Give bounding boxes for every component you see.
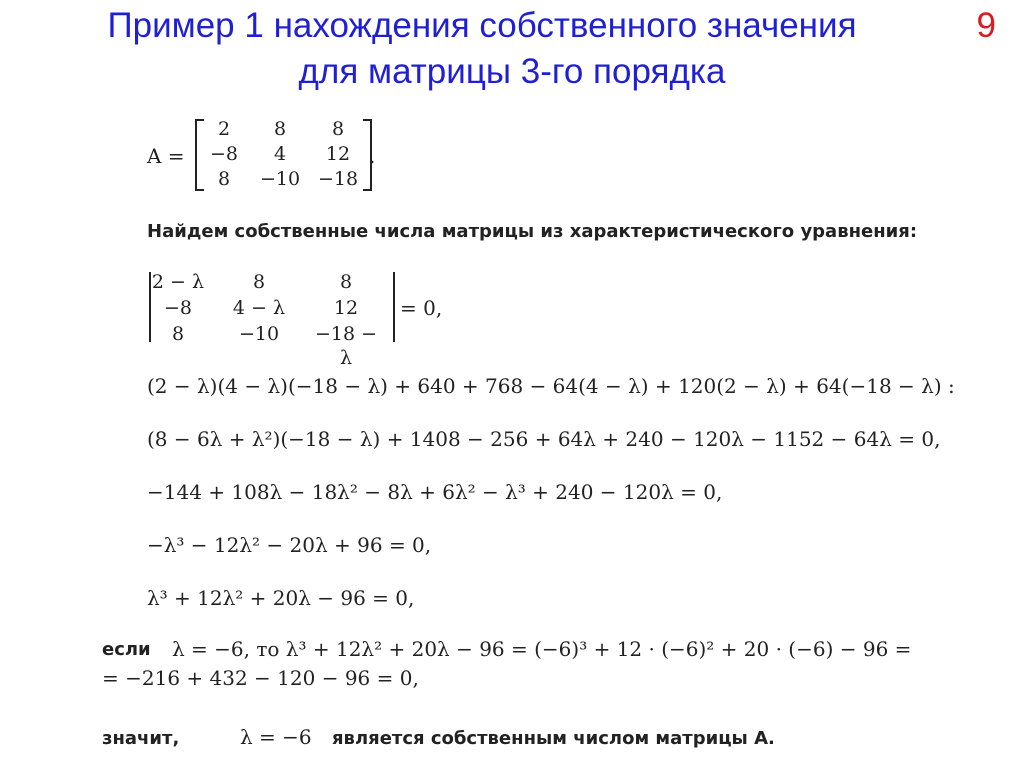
determinant-cell: 2 − λ bbox=[151, 271, 205, 293]
conclusion-text: является собственным числом матрицы А. bbox=[332, 728, 775, 749]
equation-line: (2 − λ)(4 − λ)(−18 − λ) + 640 + 768 − 64(4 − λ) + 120(2 − λ) + 64(−18 − λ) : bbox=[147, 374, 955, 398]
equation-line: −144 + 108λ − 18λ² − 8λ + 6λ² − λ³ + 240 − 120λ = 0, bbox=[147, 480, 723, 504]
determinant-cell: 8 bbox=[171, 323, 185, 345]
equation-line: −λ³ − 12λ² − 20λ + 96 = 0, bbox=[147, 533, 432, 557]
determinant-tail: = 0, bbox=[400, 296, 443, 320]
determinant-right-bar bbox=[393, 272, 395, 342]
slide-title-line1: Пример 1 нахождения собственного значения bbox=[107, 6, 857, 45]
matrix-label: A = bbox=[147, 144, 185, 168]
equation-line: λ³ + 12λ² + 20λ − 96 = 0, bbox=[147, 586, 415, 610]
slide-title-line2: для матрицы 3-го порядка bbox=[298, 52, 726, 91]
intro-text: Найдем собственные числа матрицы из характеристического уравнения: bbox=[147, 221, 918, 242]
matrix-cell: 8 bbox=[331, 118, 345, 140]
conclusion-lambda: λ = −6 bbox=[240, 725, 312, 749]
determinant-cell: −18 − λ bbox=[314, 323, 378, 369]
determinant-cell: −8 bbox=[163, 297, 192, 319]
matrix-cell: −18 bbox=[317, 168, 359, 190]
matrix-cell: 8 bbox=[273, 118, 287, 140]
matrix-cell: 2 bbox=[217, 118, 231, 140]
check-if-word: если bbox=[102, 639, 151, 660]
matrix-cell: −8 bbox=[209, 143, 238, 165]
equation-line: (8 − 6λ + λ²)(−18 − λ) + 1408 − 256 + 64λ + 240 − 120λ − 1152 − 64λ = 0, bbox=[147, 427, 941, 451]
determinant-cell: 8 bbox=[339, 271, 353, 293]
matrix-tail: . bbox=[369, 144, 376, 168]
conclusion-word: значит, bbox=[102, 728, 180, 749]
matrix-cell: 8 bbox=[217, 168, 231, 190]
check-line2: = −216 + 432 − 120 − 96 = 0, bbox=[102, 666, 419, 690]
determinant-cell: 8 bbox=[252, 271, 266, 293]
slide-number: 9 bbox=[976, 6, 996, 45]
determinant-cell: −10 bbox=[238, 323, 280, 345]
check-line1: λ = −6, то λ³ + 12λ² + 20λ − 96 = (−6)³ + 12 · (−6)² + 20 · (−6) − 96 = bbox=[172, 637, 912, 661]
determinant-cell: 12 bbox=[333, 297, 359, 319]
matrix-cell: 12 bbox=[325, 143, 351, 165]
matrix-cell: 4 bbox=[273, 143, 287, 165]
determinant-cell: 4 − λ bbox=[232, 297, 286, 319]
matrix-cell: −10 bbox=[259, 168, 301, 190]
